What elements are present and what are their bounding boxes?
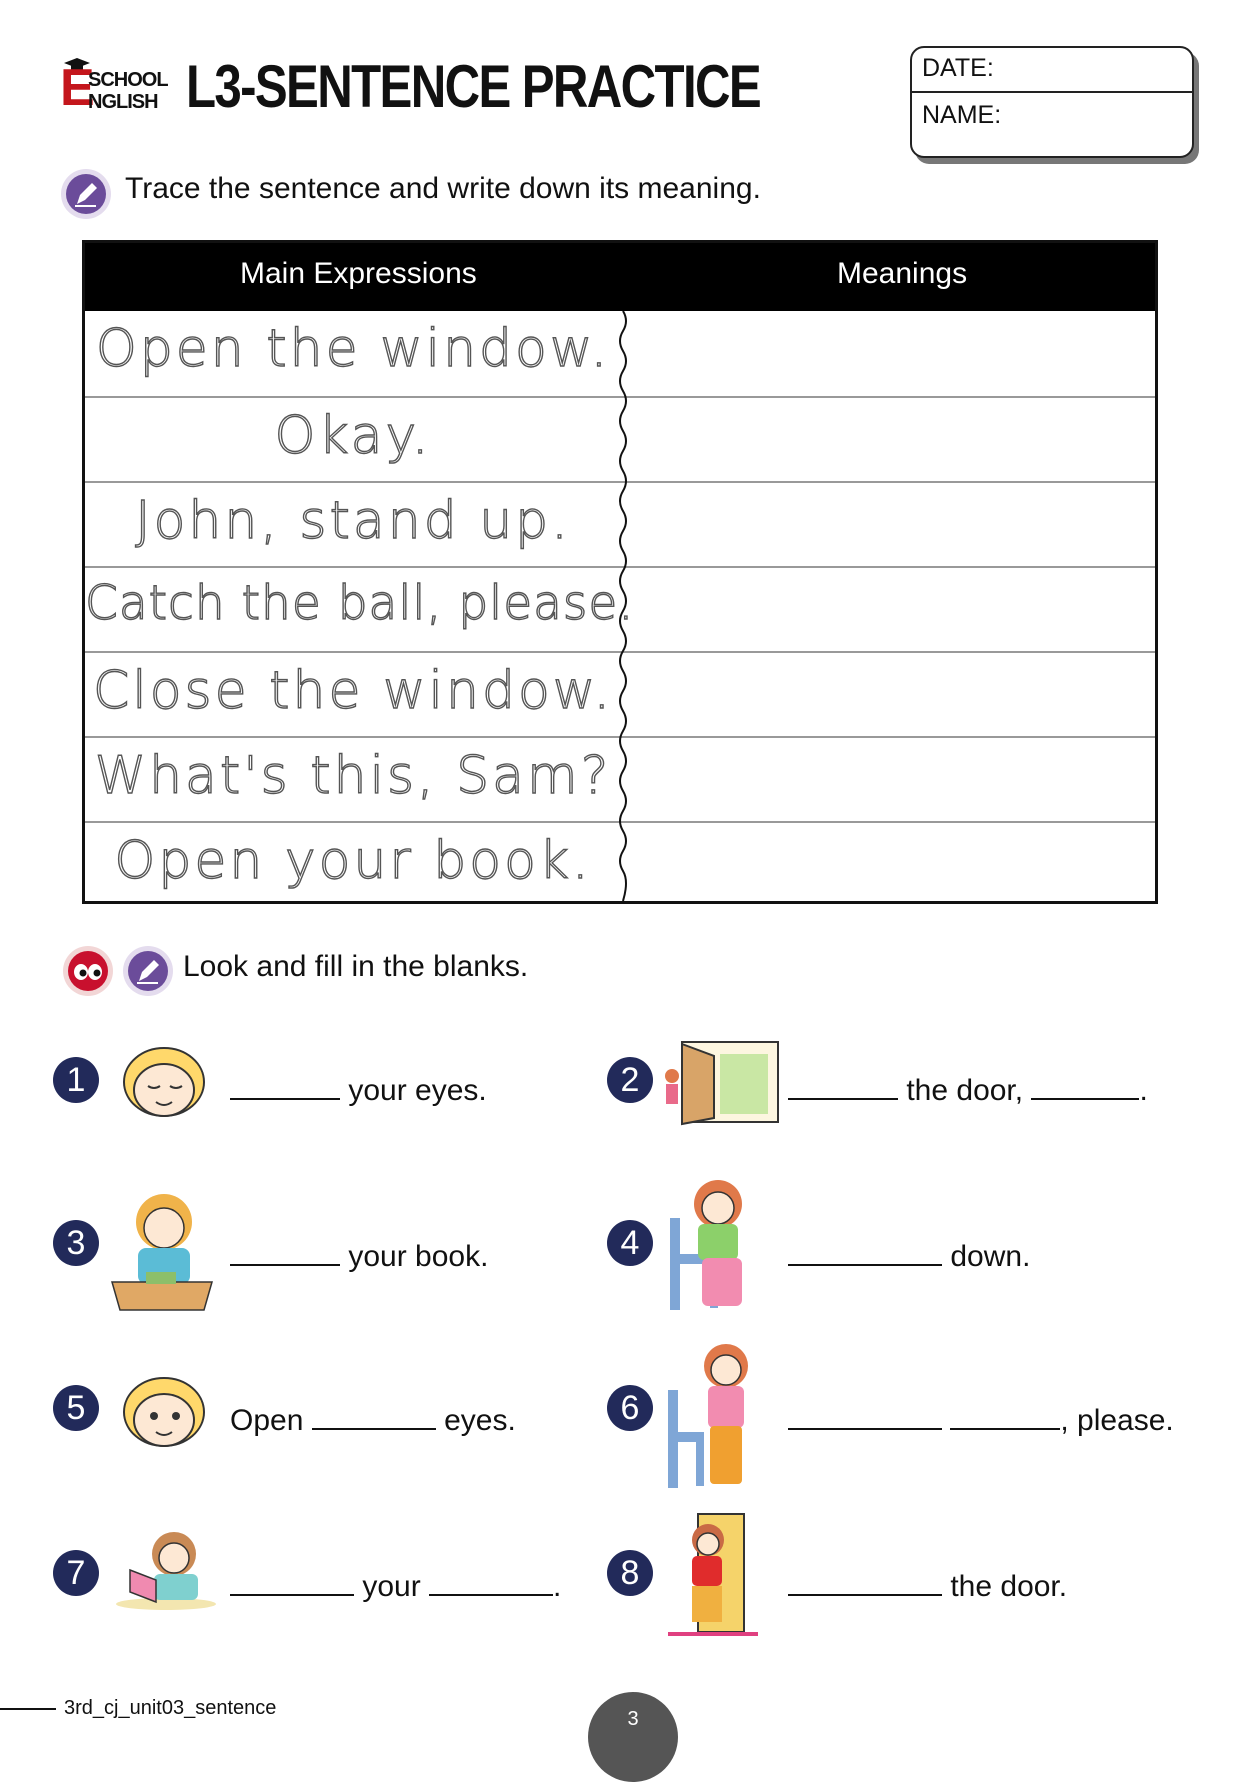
answer-blank[interactable]: [312, 1400, 436, 1430]
trace-sentence[interactable]: What's this, Sam?: [94, 746, 612, 806]
footer-rule: [0, 1708, 56, 1710]
page-number-badge: [588, 1692, 678, 1782]
section2-instruction: Look and fill in the blanks.: [183, 950, 529, 983]
table-header: [85, 243, 1155, 311]
wavy-divider: [615, 311, 631, 901]
answer-blank[interactable]: [1031, 1070, 1139, 1100]
answer-blank[interactable]: [950, 1400, 1060, 1430]
girl-closing-door-illustration: [668, 1510, 758, 1640]
item-text: the door.: [950, 1570, 1068, 1603]
trace-sentence[interactable]: Open your book.: [114, 831, 592, 891]
name-label: NAME:: [922, 101, 1002, 129]
item-number: 5: [53, 1385, 99, 1431]
answer-blank[interactable]: [429, 1566, 553, 1596]
item-text: your: [362, 1570, 421, 1603]
logo-line2: NGLISH: [88, 91, 158, 113]
logo-line1: SCHOOL: [88, 69, 168, 91]
header-main-expressions: Main Expressions: [240, 257, 477, 290]
item-number: 2: [607, 1057, 653, 1103]
school-english-logo: [60, 60, 180, 120]
page-number: 3: [627, 1708, 639, 1730]
footer-code: 3rd_cj_unit03_sentence: [64, 1697, 277, 1719]
item-number: 6: [607, 1385, 653, 1431]
trace-sentence[interactable]: Catch the ball, please.: [85, 576, 635, 631]
name-field[interactable]: [912, 93, 1192, 146]
trace-sentence[interactable]: Close the window.: [92, 661, 614, 721]
expressions-table: [82, 240, 1158, 904]
girl-standing-up-illustration: [662, 1340, 766, 1490]
girl-at-desk-illustration: [104, 1186, 222, 1314]
closed-eyes-face-illustration: [112, 1040, 216, 1120]
answer-blank[interactable]: [230, 1070, 340, 1100]
item-number: 7: [53, 1550, 99, 1596]
item-text: your eyes.: [348, 1074, 487, 1107]
item-sentence: [230, 1566, 561, 1604]
trace-sentence[interactable]: John, stand up.: [135, 491, 571, 551]
item-text: the door,: [906, 1074, 1024, 1107]
item-sentence: [230, 1070, 487, 1108]
item-text-pre: Open: [230, 1404, 304, 1437]
trace-sentence[interactable]: Open the window.: [95, 319, 611, 379]
trace-sentence[interactable]: Okay.: [274, 406, 432, 466]
item-text: , please.: [1060, 1404, 1174, 1437]
answer-blank[interactable]: [788, 1236, 942, 1266]
item-text: down.: [950, 1240, 1031, 1273]
pencil-icon: [60, 168, 112, 220]
item-sentence: [788, 1400, 1174, 1438]
girl-sitting-down-illustration: [662, 1176, 766, 1312]
header-meanings: Meanings: [837, 257, 968, 290]
answer-blank[interactable]: [788, 1400, 942, 1430]
item-sentence: [788, 1070, 1148, 1108]
girl-reading-book-illustration: [110, 1528, 222, 1612]
section1-instruction: Trace the sentence and write down its meaning.: [125, 172, 761, 205]
answer-blank[interactable]: [230, 1566, 354, 1596]
item-sentence: [230, 1236, 488, 1274]
answer-blank[interactable]: [788, 1566, 942, 1596]
door-illustration: [662, 1036, 786, 1128]
info-box: [910, 46, 1194, 158]
logo-letter: E: [60, 59, 95, 117]
item-text: your book.: [348, 1240, 489, 1273]
item-number: 3: [53, 1220, 99, 1266]
item-sentence: [788, 1566, 1067, 1604]
item-text-end: .: [553, 1570, 562, 1603]
page-title: L3-SENTENCE PRACTICE: [186, 53, 761, 120]
item-number: 1: [53, 1057, 99, 1103]
item-number: 4: [607, 1220, 653, 1266]
item-sentence: [788, 1236, 1030, 1274]
eyes-icon: [62, 945, 114, 997]
date-field[interactable]: [912, 48, 1192, 93]
item-sentence: [230, 1400, 516, 1438]
answer-blank[interactable]: [788, 1070, 898, 1100]
item-text: eyes.: [444, 1404, 516, 1437]
pencil-icon: [122, 945, 174, 997]
item-number: 8: [607, 1550, 653, 1596]
open-eyes-face-illustration: [112, 1370, 216, 1450]
date-label: DATE:: [922, 54, 994, 82]
item-text-end: .: [1139, 1074, 1148, 1107]
answer-blank[interactable]: [230, 1236, 340, 1266]
